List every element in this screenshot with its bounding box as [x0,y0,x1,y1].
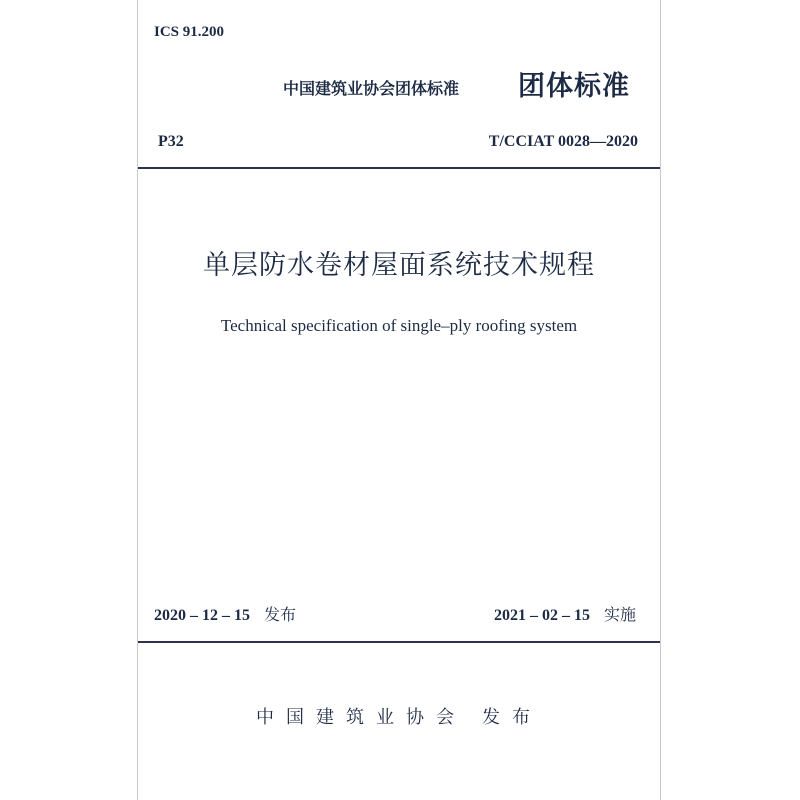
publish-label: 发布 [482,707,542,728]
effective-date: 2021 – 02 – 15 [493,607,590,624]
effective-label: 实施 [603,605,636,624]
bottom-divider [138,641,660,643]
title-chinese: 单层防水卷材屋面系统技术规程 [203,250,595,280]
ics-code: ICS 91.200 [154,24,225,40]
standard-number: T/CCIAT 0028—2020 [488,133,638,150]
standard-type-heading: 团体标准 [518,71,630,102]
issue-label: 发布 [264,605,297,624]
publisher-name: 中国建筑业协会 [256,707,466,728]
org-standard-label: 中国建筑业协会团体标准 [283,79,460,98]
issue-date: 2020 – 12 – 15 [154,607,250,624]
publisher-line [138,703,660,729]
top-divider [138,167,660,169]
issue-date-line [154,602,296,625]
classification-code: P32 [158,133,184,150]
title-english: Technical specification of single–ply roofing system [220,316,578,335]
effective-date-line [494,602,636,625]
standard-cover-page [137,0,661,800]
